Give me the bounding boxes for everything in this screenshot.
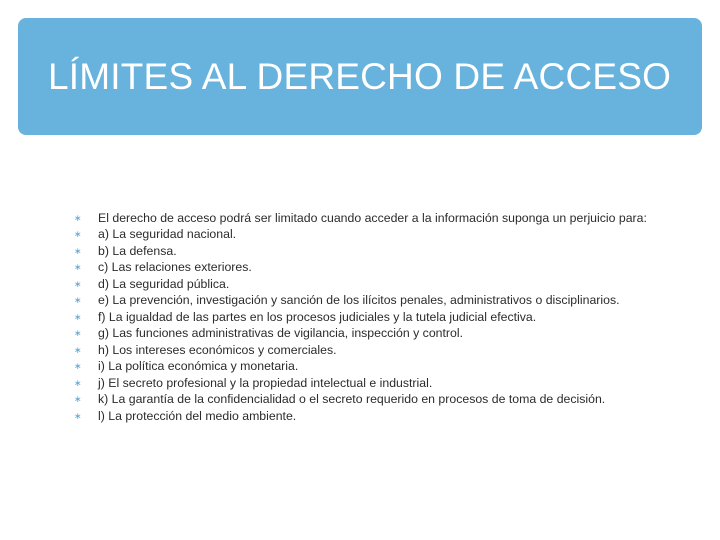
title-bar	[18, 18, 702, 135]
asterisk-bullet-icon: ∗	[74, 278, 82, 289]
list-item-text: El derecho de acceso podrá ser limitado cuando acceder a la información suponga un perjuicio para:	[98, 211, 647, 225]
list-item-text: b) La defensa.	[98, 243, 177, 258]
asterisk-bullet-icon: ∗	[74, 295, 82, 306]
list-item-text: e) La prevención, investigación y sanción de los ilícitos penales, administrativos o disciplinarios.	[98, 293, 620, 308]
list-item-text: c) Las relaciones exteriores.	[98, 260, 252, 275]
bullet-list	[74, 212, 674, 426]
list-item	[74, 360, 674, 373]
list-item	[74, 261, 674, 274]
list-item-text: g) Las funciones administrativas de vigilancia, inspección y control.	[98, 326, 463, 341]
list-item-text: k) La garantía de la confidencialidad o el secreto requerido en procesos de toma de decisión.	[98, 392, 606, 407]
asterisk-bullet-icon: ∗	[74, 213, 82, 223]
list-item	[74, 278, 674, 291]
list-item	[74, 410, 674, 423]
list-item	[74, 212, 674, 225]
asterisk-bullet-icon: ∗	[74, 229, 82, 240]
asterisk-bullet-icon: ∗	[74, 377, 82, 388]
asterisk-bullet-icon: ∗	[74, 245, 82, 256]
list-item	[74, 311, 674, 324]
list-item-text: a) La seguridad nacional.	[98, 227, 237, 242]
list-item	[74, 228, 674, 241]
slide-title: LÍMITES AL DERECHO DE ACCESO	[48, 55, 672, 97]
list-item-text: f) La igualdad de las partes en los procesos judiciales y la tutela judicial efectiva.	[98, 309, 537, 324]
asterisk-bullet-icon: ∗	[74, 410, 82, 421]
list-item	[74, 344, 674, 357]
list-item-text: l) La protección del medio ambiente.	[98, 408, 297, 423]
asterisk-bullet-icon: ∗	[74, 262, 82, 273]
list-item-text: h) Los intereses económicos y comerciales.	[98, 342, 337, 357]
list-item-text: i) La política económica y monetaria.	[98, 359, 299, 374]
list-item	[74, 327, 674, 340]
list-item-text: j) El secreto profesional y la propiedad intelectual e industrial.	[98, 375, 433, 390]
asterisk-bullet-icon: ∗	[74, 344, 82, 355]
list-item-text: d) La seguridad pública.	[98, 276, 230, 291]
list-item	[74, 294, 674, 307]
asterisk-bullet-icon: ∗	[74, 328, 82, 339]
list-item	[74, 245, 674, 258]
asterisk-bullet-icon: ∗	[74, 394, 82, 405]
list-item	[74, 377, 674, 390]
asterisk-bullet-icon: ∗	[74, 361, 82, 372]
asterisk-bullet-icon: ∗	[74, 311, 82, 322]
list-item	[74, 393, 674, 406]
